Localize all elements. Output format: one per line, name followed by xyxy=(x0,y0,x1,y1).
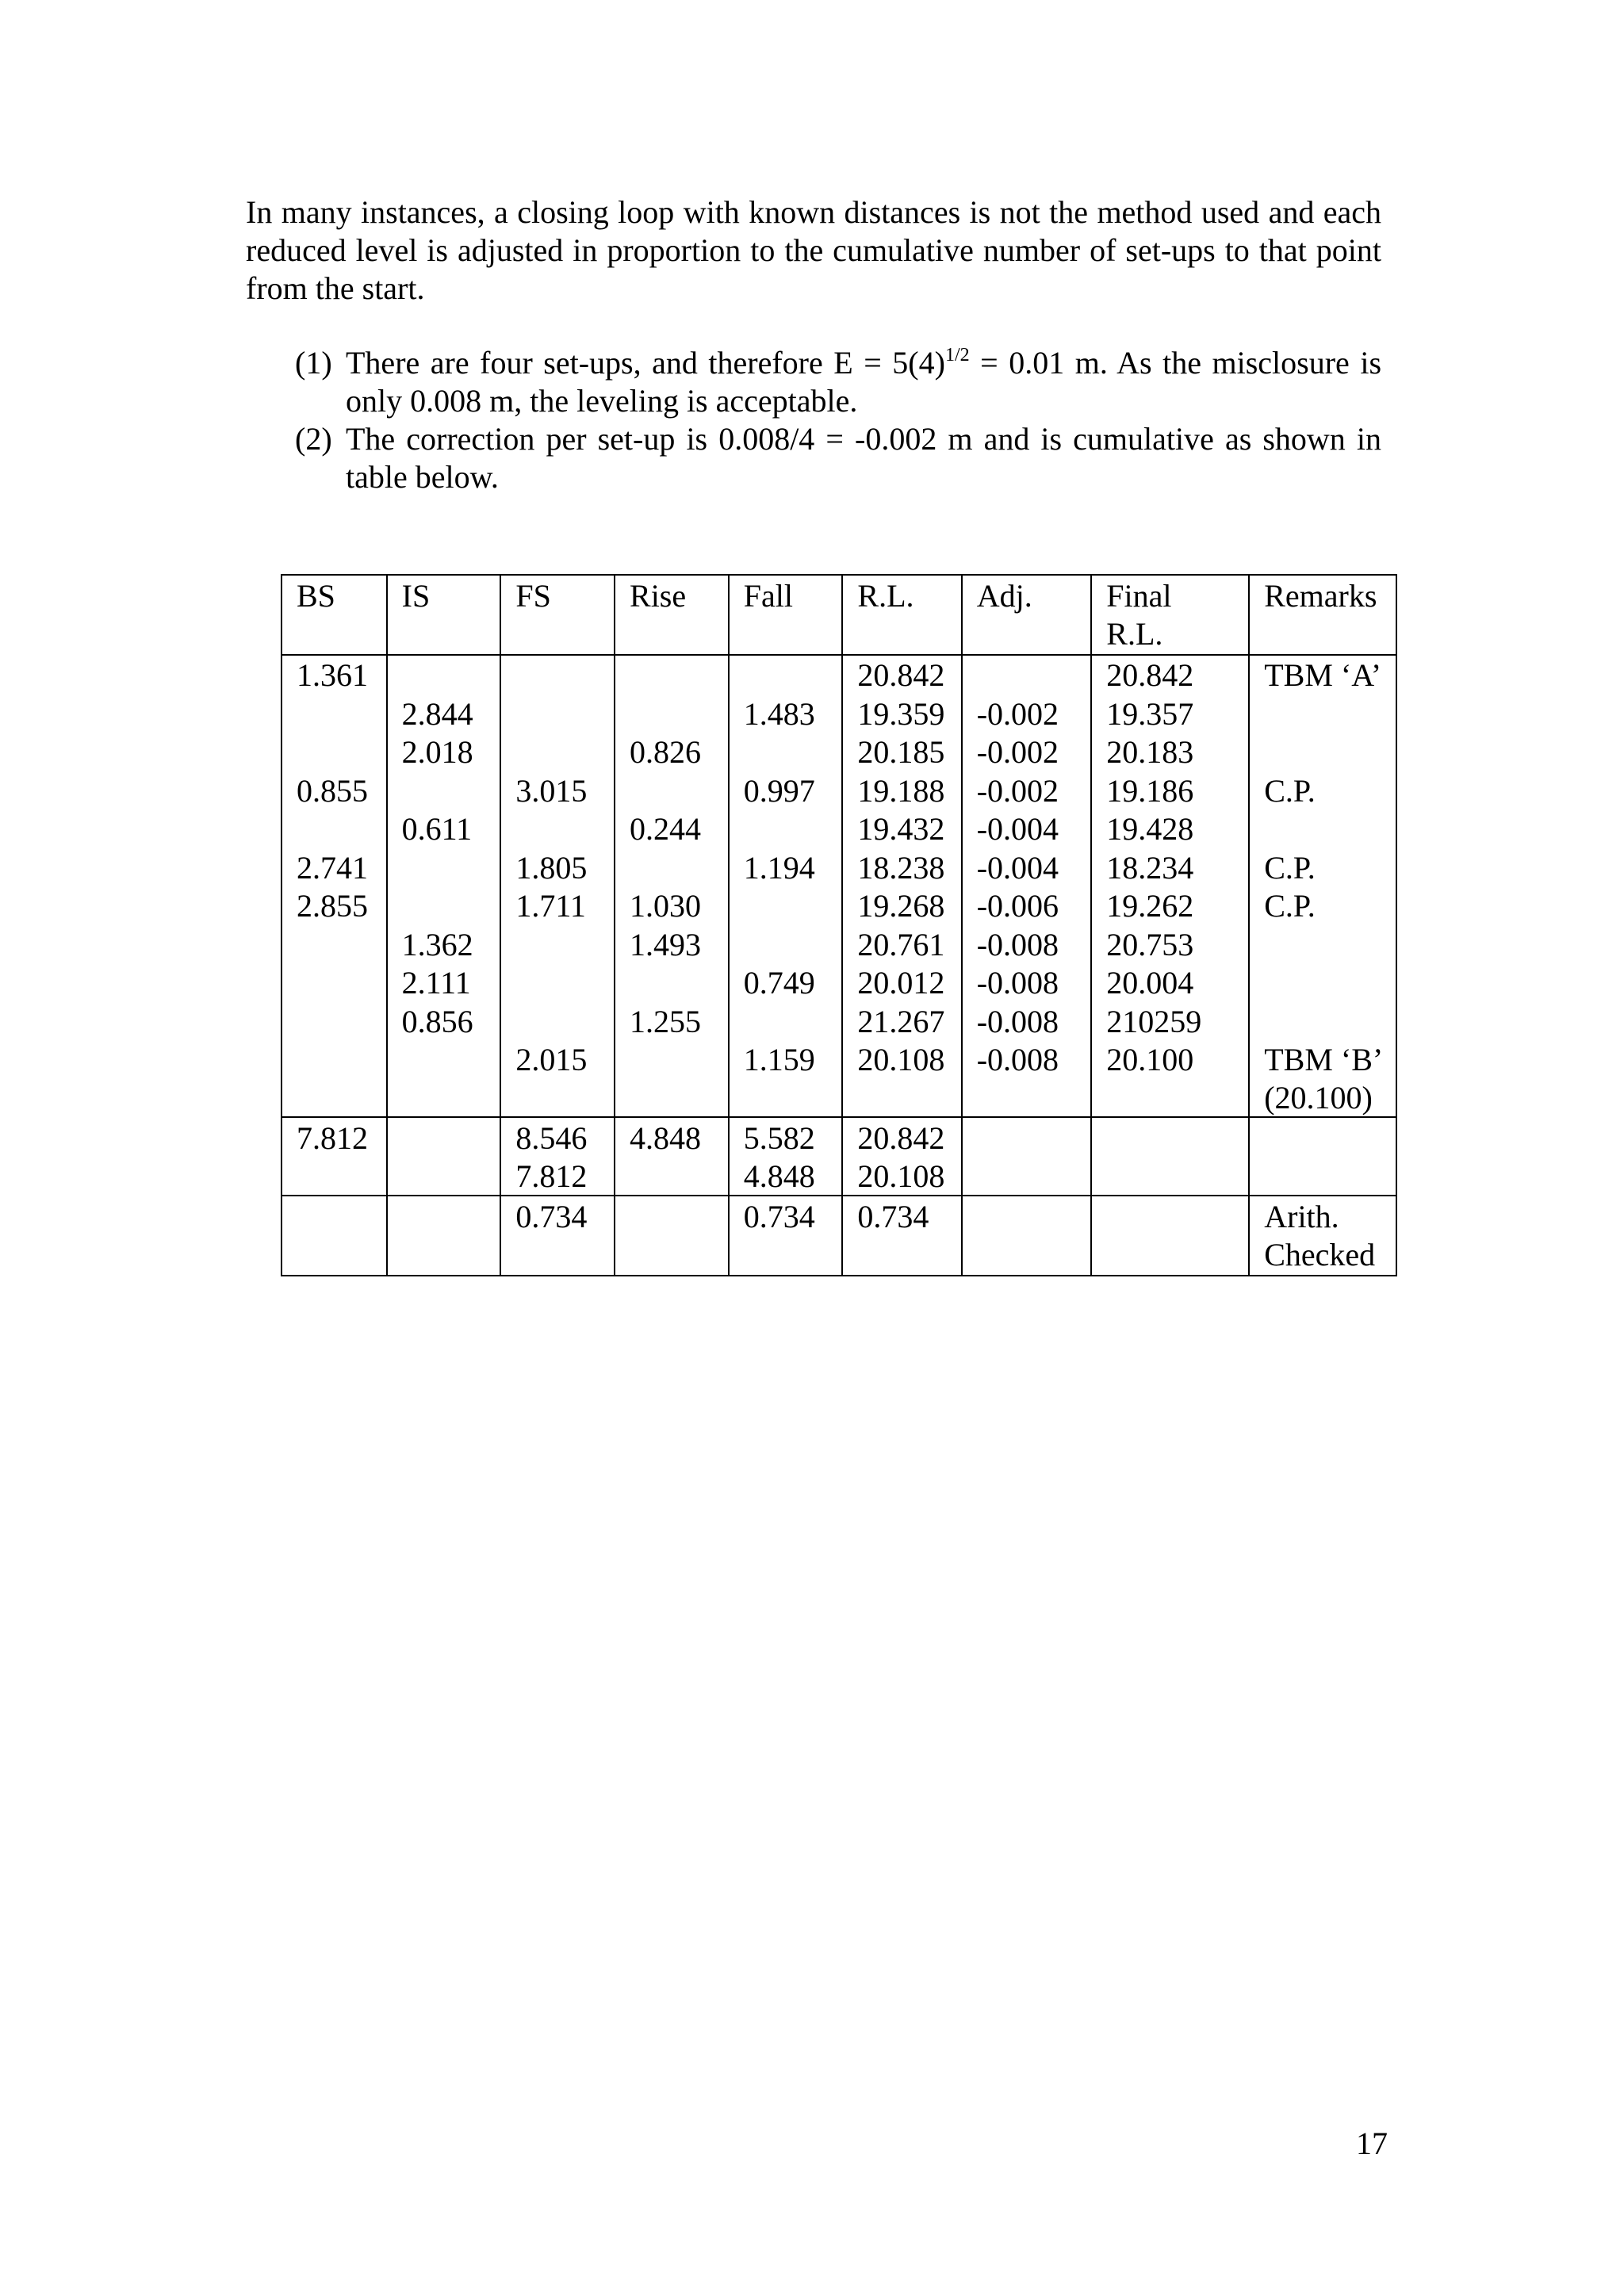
cell-final: 210259 xyxy=(1091,1002,1249,1041)
table-row xyxy=(282,695,1396,733)
check-bs xyxy=(282,1196,387,1276)
step-2 xyxy=(295,420,1381,496)
sum-fs-minus: 7.812 xyxy=(515,1158,588,1194)
check-rise xyxy=(615,1196,729,1276)
cell-is: 2.844 xyxy=(387,695,501,733)
sum-fs-total: 8.546 xyxy=(515,1120,588,1156)
sum-bs: 7.812 xyxy=(282,1117,387,1196)
sum-remarks xyxy=(1249,1117,1396,1196)
cell-adj xyxy=(962,655,1092,695)
table-data-rows xyxy=(282,655,1396,1117)
cell-remarks xyxy=(1249,1002,1396,1041)
cell-rise xyxy=(615,1040,729,1117)
cell-rise xyxy=(615,771,729,810)
step-1 xyxy=(295,344,1381,420)
cell-bs xyxy=(282,733,387,771)
steps-list xyxy=(295,344,1381,496)
header-is: IS xyxy=(387,575,501,655)
cell-is xyxy=(387,771,501,810)
check-fall: 0.734 xyxy=(729,1196,843,1276)
cell-fall: 1.194 xyxy=(729,848,843,887)
sum-adj xyxy=(962,1117,1092,1196)
cell-rise xyxy=(615,695,729,733)
cell-fs xyxy=(500,963,615,1002)
sum-final xyxy=(1091,1117,1249,1196)
cell-adj: -0.002 xyxy=(962,733,1092,771)
cell-fs: 2.015 xyxy=(500,1040,615,1117)
table-row xyxy=(282,771,1396,810)
cell-fall: 0.749 xyxy=(729,963,843,1002)
cell-adj: -0.008 xyxy=(962,1002,1092,1041)
cell-rise: 1.493 xyxy=(615,925,729,964)
check-row xyxy=(282,1196,1396,1276)
cell-final: 19.428 xyxy=(1091,809,1249,848)
cell-is: 0.856 xyxy=(387,1002,501,1041)
page-number: 17 xyxy=(1356,2126,1388,2161)
cell-final: 20.753 xyxy=(1091,925,1249,964)
cell-adj: -0.004 xyxy=(962,848,1092,887)
cell-remarks xyxy=(1249,695,1396,733)
check-remarks-line1: Arith. xyxy=(1264,1199,1339,1234)
cell-adj: -0.004 xyxy=(962,809,1092,848)
cell-bs xyxy=(282,809,387,848)
sum-fall-total: 5.582 xyxy=(743,1120,815,1156)
cell-is: 1.362 xyxy=(387,925,501,964)
cell-fall xyxy=(729,886,843,925)
cell-rise: 1.255 xyxy=(615,1002,729,1041)
cell-rl: 19.268 xyxy=(842,886,961,925)
step-2-text: The correction per set-up is 0.008/4 = -0.002 m and is cumulative as shown in table below. xyxy=(346,421,1381,495)
cell-fall: 0.997 xyxy=(729,771,843,810)
cell-final: 18.234 xyxy=(1091,848,1249,887)
step-1-text-end: = 0.01 m. As the misclosure is only 0.008 m, the leveling is acceptable. xyxy=(346,345,1382,419)
sum-is xyxy=(387,1117,501,1196)
cell-final: 20.004 xyxy=(1091,963,1249,1002)
cell-rise xyxy=(615,963,729,1002)
table-row xyxy=(282,963,1396,1002)
cell-remarks xyxy=(1249,809,1396,848)
cell-bs xyxy=(282,1002,387,1041)
cell-rl: 19.432 xyxy=(842,809,961,848)
cell-is xyxy=(387,655,501,695)
check-remarks xyxy=(1249,1196,1396,1276)
cell-fs xyxy=(500,655,615,695)
header-final-rl xyxy=(1091,575,1249,655)
cell-final: 19.262 xyxy=(1091,886,1249,925)
check-fs: 0.734 xyxy=(500,1196,615,1276)
cell-rl: 20.012 xyxy=(842,963,961,1002)
cell-rl: 21.267 xyxy=(842,1002,961,1041)
cell-rl: 19.359 xyxy=(842,695,961,733)
cell-remarks: C.P. xyxy=(1249,848,1396,887)
check-rl: 0.734 xyxy=(842,1196,961,1276)
cell-fs xyxy=(500,1002,615,1041)
header-adj: Adj. xyxy=(962,575,1092,655)
cell-fs xyxy=(500,733,615,771)
cell-is: 0.611 xyxy=(387,809,501,848)
table-row xyxy=(282,1040,1396,1117)
check-remarks-line2: Checked xyxy=(1264,1236,1376,1272)
cell-fs xyxy=(500,925,615,964)
header-fall: Fall xyxy=(729,575,843,655)
cell-rl: 18.238 xyxy=(842,848,961,887)
table-row xyxy=(282,886,1396,925)
cell-rl: 20.108 xyxy=(842,1040,961,1117)
cell-remarks: TBM ‘A’ xyxy=(1249,655,1396,695)
cell-fs: 3.015 xyxy=(500,771,615,810)
sum-rise: 4.848 xyxy=(615,1117,729,1196)
cell-fs: 1.805 xyxy=(500,848,615,887)
cell-bs: 1.361 xyxy=(282,655,387,695)
sum-row xyxy=(282,1117,1396,1196)
header-remarks: Remarks xyxy=(1249,575,1396,655)
cell-remarks: C.P. xyxy=(1249,886,1396,925)
cell-remarks xyxy=(1249,1040,1396,1117)
cell-adj: -0.006 xyxy=(962,886,1092,925)
cell-fall xyxy=(729,1002,843,1041)
cell-adj: -0.008 xyxy=(962,963,1092,1002)
cell-rise xyxy=(615,848,729,887)
cell-rise: 0.826 xyxy=(615,733,729,771)
step-1-number: (1) xyxy=(295,345,332,381)
cell-rise xyxy=(615,655,729,695)
sum-rl-last: 20.108 xyxy=(857,1158,945,1194)
cell-final: 20.842 xyxy=(1091,655,1249,695)
cell-adj: -0.008 xyxy=(962,1040,1092,1117)
cell-remarks xyxy=(1249,733,1396,771)
cell-fs xyxy=(500,695,615,733)
cell-bs xyxy=(282,695,387,733)
step-1-text xyxy=(346,344,1381,420)
table-row xyxy=(282,925,1396,964)
check-final xyxy=(1091,1196,1249,1276)
cell-final: 20.100 xyxy=(1091,1040,1249,1117)
step-2-number: (2) xyxy=(295,421,332,457)
cell-fs: 1.711 xyxy=(500,886,615,925)
sum-fall-minus: 4.848 xyxy=(743,1158,815,1194)
cell-is xyxy=(387,848,501,887)
cell-fs xyxy=(500,809,615,848)
header-rl: R.L. xyxy=(842,575,961,655)
cell-rl: 20.842 xyxy=(842,655,961,695)
cell-is xyxy=(387,1040,501,1117)
table-row xyxy=(282,809,1396,848)
table-row xyxy=(282,1002,1396,1041)
table-row xyxy=(282,655,1396,695)
cell-final: 19.357 xyxy=(1091,695,1249,733)
cell-is: 2.018 xyxy=(387,733,501,771)
cell-remarks xyxy=(1249,925,1396,964)
cell-remarks: C.P. xyxy=(1249,771,1396,810)
cell-rl: 20.185 xyxy=(842,733,961,771)
cell-bs: 0.855 xyxy=(282,771,387,810)
cell-adj: -0.002 xyxy=(962,771,1092,810)
header-rise: Rise xyxy=(615,575,729,655)
cell-final: 19.186 xyxy=(1091,771,1249,810)
leveling-table xyxy=(281,574,1397,1276)
header-final-line2: R.L. xyxy=(1106,615,1163,652)
header-final-line1: Final xyxy=(1106,578,1172,614)
table-body xyxy=(282,575,1396,655)
cell-fall: 1.483 xyxy=(729,695,843,733)
cell-fall xyxy=(729,925,843,964)
check-is xyxy=(387,1196,501,1276)
cell-fall xyxy=(729,733,843,771)
cell-fall xyxy=(729,809,843,848)
cell-final: 20.183 xyxy=(1091,733,1249,771)
cell-bs: 2.855 xyxy=(282,886,387,925)
cell-remarks-line1: TBM ‘B’ xyxy=(1264,1042,1384,1077)
cell-bs xyxy=(282,963,387,1002)
cell-fall xyxy=(729,655,843,695)
cell-rise: 1.030 xyxy=(615,886,729,925)
cell-rise: 0.244 xyxy=(615,809,729,848)
cell-rl: 19.188 xyxy=(842,771,961,810)
table-row xyxy=(282,733,1396,771)
table-header-row xyxy=(282,575,1396,655)
sum-rl-first: 20.842 xyxy=(857,1120,945,1156)
cell-bs: 2.741 xyxy=(282,848,387,887)
cell-is xyxy=(387,886,501,925)
step-1-superscript: 1/2 xyxy=(944,345,970,365)
cell-adj: -0.008 xyxy=(962,925,1092,964)
intro-paragraph: In many instances, a closing loop with known distances is not the method used and each reduced level is adjusted in proportion to the cumulative number of set-ups to that point from the start. xyxy=(246,194,1381,306)
sum-rl xyxy=(842,1117,961,1196)
cell-bs xyxy=(282,925,387,964)
cell-fall: 1.159 xyxy=(729,1040,843,1117)
check-adj xyxy=(962,1196,1092,1276)
cell-remarks xyxy=(1249,963,1396,1002)
table-totals xyxy=(282,1117,1396,1276)
sum-fall xyxy=(729,1117,843,1196)
step-1-text-start: There are four set-ups, and therefore E = 5(4) xyxy=(346,345,945,381)
cell-remarks-line2: (20.100) xyxy=(1264,1079,1373,1115)
cell-bs xyxy=(282,1040,387,1117)
sum-fs xyxy=(500,1117,615,1196)
cell-rl: 20.761 xyxy=(842,925,961,964)
table-row xyxy=(282,848,1396,887)
cell-adj: -0.002 xyxy=(962,695,1092,733)
cell-is: 2.111 xyxy=(387,963,501,1002)
header-bs: BS xyxy=(282,575,387,655)
header-fs: FS xyxy=(500,575,615,655)
